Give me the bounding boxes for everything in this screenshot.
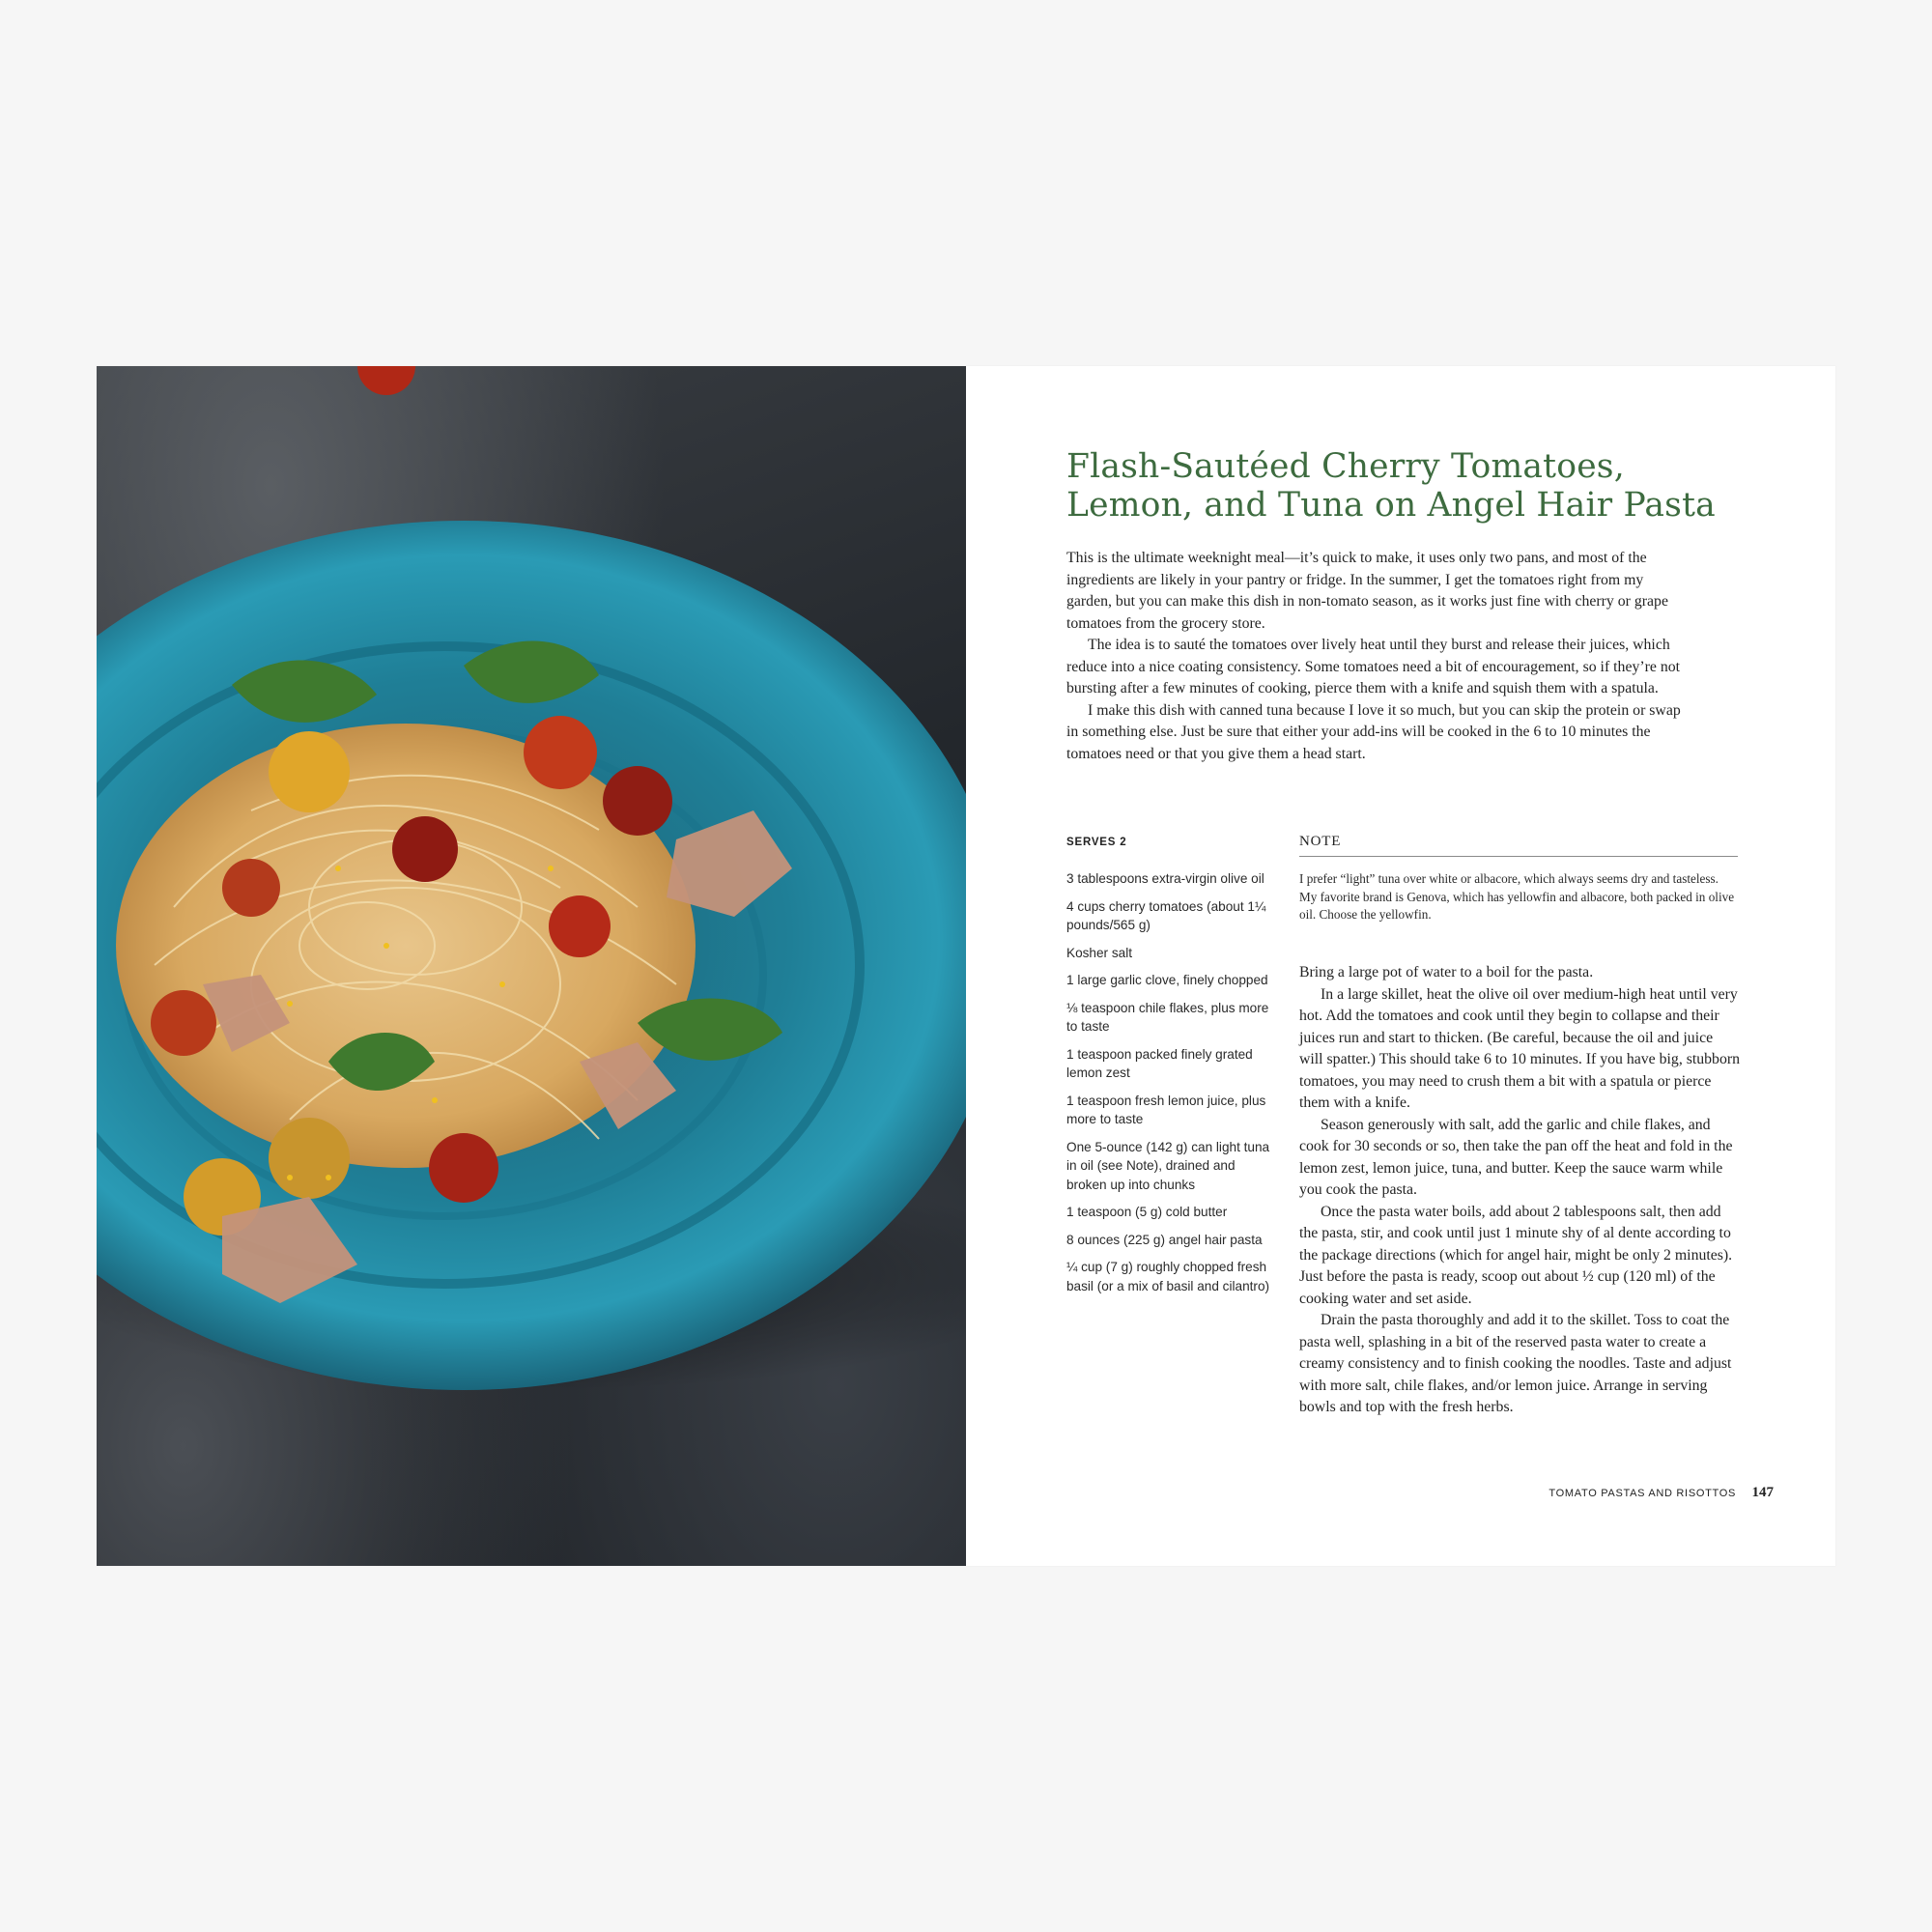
ingredient-item: 1 teaspoon (5 g) cold butter bbox=[1066, 1205, 1228, 1219]
intro-paragraph: I make this dish with canned tuna because I love it so much, but you can skip the protein or swap in something else. Just be sure that either your add-ins will be cooked in the 6 to 10 minutes the tomatoes need or that you give them a head start. bbox=[1066, 701, 1681, 762]
ingredient-item: 3 tablespoons extra-virgin olive oil bbox=[1066, 871, 1264, 886]
dish-photo bbox=[97, 366, 966, 1566]
note-heading: NOTE bbox=[1299, 834, 1738, 857]
recipe-page bbox=[966, 366, 1835, 1566]
book-spread bbox=[97, 366, 1835, 1566]
method-paragraph: Drain the pasta thoroughly and add it to the skillet. Toss to coat the pasta well, splashing in a bit of the reserved pasta water to create a creamy consistency and to finish cooking the noodles. Taste and adjust with more salt, chile flakes, and/or lemon juice. Arrange in serving bowls and top with the fresh herbs. bbox=[1299, 1312, 1732, 1415]
intro-paragraph: The idea is to sauté the tomatoes over lively heat until they burst and release their juices, which reduce into a nice coating consistency. Some tomatoes need a bit of encouragement, so if they’re not bursting after a few minutes of cooking, pierce them with a knife and squish them with a spatula. bbox=[1066, 637, 1681, 696]
method-paragraph: Once the pasta water boils, add about 2 tablespoons salt, then add the pasta, stir, and cook until just 1 minute shy of al dente according to the package directions (which for angel hair, might be only 2 minutes). Just before the pasta is ready, scoop out about ½ cup (120 ml) of the cooking water and set aside. bbox=[1299, 1203, 1733, 1307]
method-paragraph: Bring a large pot of water to a boil for the pasta. bbox=[1299, 964, 1594, 980]
ingredient-item: ⅛ teaspoon chile flakes, plus more to taste bbox=[1066, 1000, 1269, 1034]
section-name: TOMATO PASTAS AND RISOTTOS bbox=[1548, 1488, 1737, 1499]
ingredient-item: 8 ounces (225 g) angel hair pasta bbox=[1066, 1232, 1263, 1247]
serves-label: SERVES 2 bbox=[1066, 837, 1127, 848]
method-paragraph: Season generously with salt, add the garlic and chile flakes, and cook for 30 seconds or so, then take the pan off the heat and fold in the lemon zest, lemon juice, tuna, and butter. Keep the sauce warm while you cook the pasta. bbox=[1299, 1116, 1733, 1198]
pasta-plate-illustration bbox=[97, 366, 966, 1566]
method-steps bbox=[1299, 962, 1740, 1419]
ingredient-item: ¼ cup (7 g) roughly chopped fresh basil (or a mix of basil and cilantro) bbox=[1066, 1260, 1270, 1293]
ingredient-item: One 5-ounce (142 g) can light tuna in oil (see Note), drained and broken up into chunks bbox=[1066, 1139, 1270, 1192]
recipe-title: Flash-Sautéed Cherry Tomatoes, Lemon, and Tuna on Angel Hair Pasta bbox=[1066, 447, 1716, 525]
page-number: 147 bbox=[1751, 1485, 1774, 1500]
method-paragraph: In a large skillet, heat the olive oil over medium-high heat until very hot. Add the tomatoes and cook until they begin to collapse and their juices run and start to thicken. (Be careful, because the oil and juice will spatter.) This should take 6 to 10 minutes. If you have big, stubborn tomatoes, you may need to crush them a bit with a spatula or pierce them with a knife. bbox=[1299, 985, 1741, 1111]
ingredient-item: 1 teaspoon packed finely grated lemon zest bbox=[1066, 1046, 1253, 1080]
note-text: I prefer “light” tuna over white or albacore, which always seems dry and tasteless. My favorite brand is Genova, which has yellowfin and albacore, both packed in olive oil. Choose the yellowfin. bbox=[1299, 871, 1735, 922]
ingredient-item: Kosher salt bbox=[1066, 945, 1133, 960]
ingredient-item: 1 teaspoon fresh lemon juice, plus more to taste bbox=[1066, 1093, 1266, 1126]
recipe-intro bbox=[1066, 548, 1685, 765]
ingredients-list bbox=[1066, 869, 1274, 1304]
page-footer bbox=[1548, 1484, 1774, 1501]
ingredient-item: 1 large garlic clove, finely chopped bbox=[1066, 973, 1268, 987]
intro-paragraph: This is the ultimate weeknight meal—it’s quick to make, it uses only two pans, and most of the ingredients are likely in your pantry or fridge. In the summer, I get the tomatoes right from my garden, but you can make this dish in non-tomato season, as it works just fine with cherry or grape tomatoes from the grocery store. bbox=[1066, 550, 1668, 632]
ingredient-item: 4 cups cherry tomatoes (about 1¼ pounds/565 g) bbox=[1066, 898, 1266, 932]
